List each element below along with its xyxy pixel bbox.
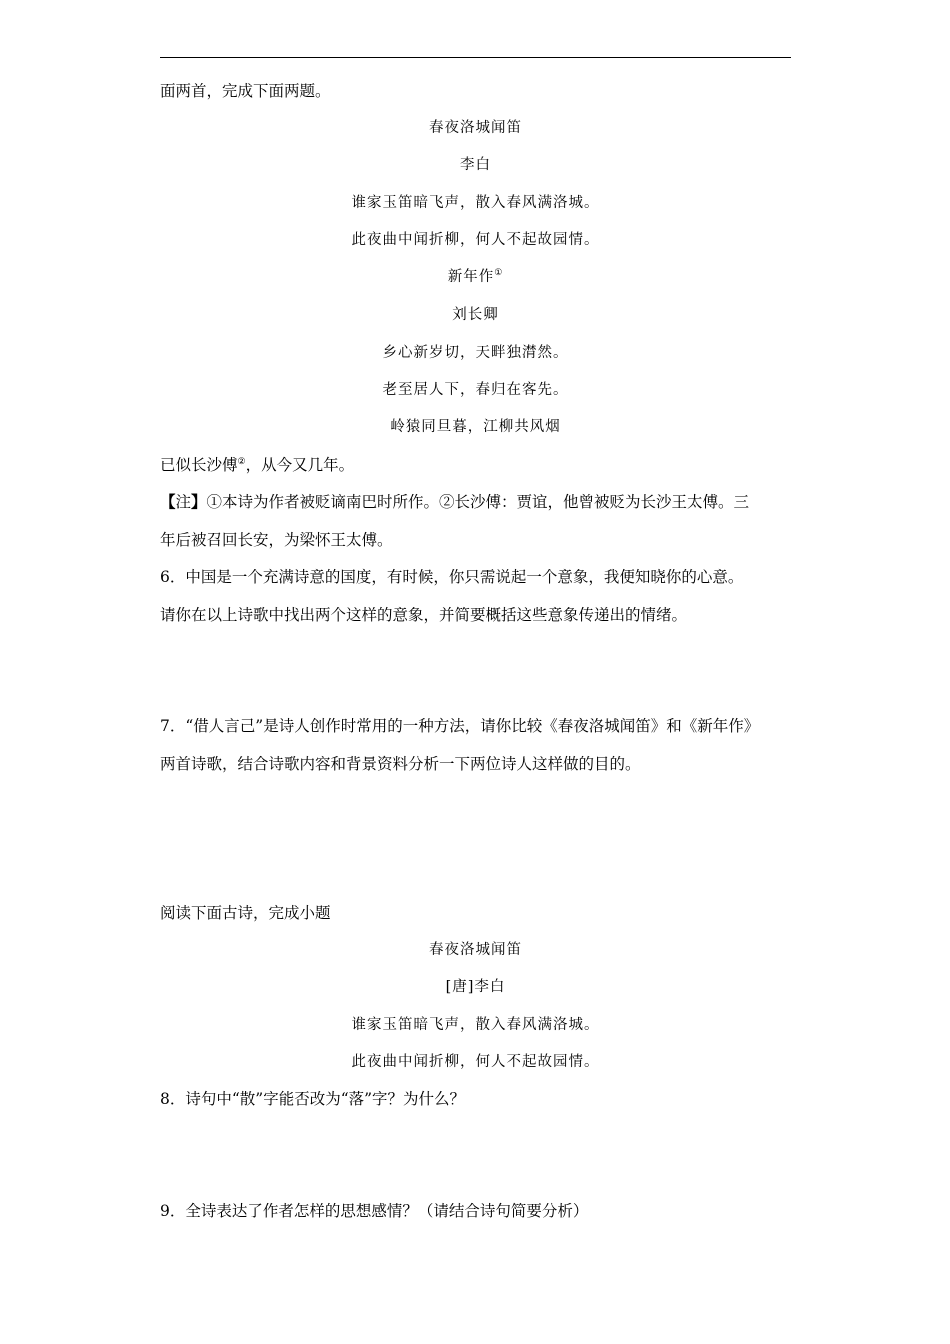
poem2-title xyxy=(160,266,791,288)
poem2-last-line xyxy=(160,454,800,476)
question-7-cont: 两首诗歌，结合诗歌内容和背景资料分析一下两位诗人这样做的目的。 xyxy=(160,755,641,773)
section2-poem-author: [唐]李白 xyxy=(445,979,506,995)
question-7: 7．“借人言己”是诗人创作时常用的一种方法，请你比较《春夜洛城闻笛》和《新年作》 xyxy=(160,717,760,735)
section2-intro: 阅读下面古诗，完成小题 xyxy=(160,904,331,922)
footnote-marker-1: ① xyxy=(494,268,504,279)
poem1-line: 谁家玉笛暗飞声，散入春风满洛城。 xyxy=(351,195,600,211)
poem2-title-text: 新年作 xyxy=(447,269,495,285)
note-label: 注 xyxy=(175,493,192,511)
poem2-line: 岭猿同旦暮，江柳共风烟 xyxy=(390,419,561,435)
poem1-author: 李白 xyxy=(460,157,491,173)
poem1-title: 春夜洛城闻笛 xyxy=(429,120,522,136)
section2-poem-title: 春夜洛城闻笛 xyxy=(429,942,522,958)
section2-poem-line: 谁家玉笛暗飞声，散入春风满洛城。 xyxy=(351,1017,600,1033)
poem1-line: 此夜曲中闻折柳，何人不起故园情。 xyxy=(351,232,600,248)
question-8: 8．诗句中“散”字能否改为“落”字？为什么？ xyxy=(160,1090,466,1108)
note-text: ①本诗为作者被贬谪南巴时所作。②长沙傅：贾谊，他曾被贬为长沙王太傅。三 xyxy=(206,493,750,511)
poem2-last-line-b: ，从今又几年。 xyxy=(245,456,355,474)
question-6-cont: 请你在以上诗歌中找出两个这样的意象，并简要概括这些意象传递出的情绪。 xyxy=(160,606,688,624)
question-9: 9．全诗表达了作者怎样的思想感情？（请结合诗句简要分析） xyxy=(160,1202,589,1220)
poem2-last-line-a: 已似长沙傅 xyxy=(160,456,238,474)
note-line-2: 年后被召回长安，为梁怀王太傅。 xyxy=(160,531,393,549)
note-bracket-close: 】 xyxy=(191,493,207,511)
question-6: 6．中国是一个充满诗意的国度，有时候，你只需说起一个意象，我便知晓你的心意。 xyxy=(160,568,744,586)
note-bracket-open: 【 xyxy=(160,493,176,511)
poem2-line: 乡心新岁切，天畔独潸然。 xyxy=(382,345,569,361)
note-line xyxy=(160,491,800,513)
intro-text: 面两首，完成下面两题。 xyxy=(160,82,331,100)
footnote-marker-2: ② xyxy=(237,456,246,467)
section2-poem-line: 此夜曲中闻折柳，何人不起故园情。 xyxy=(351,1054,600,1070)
header-rule xyxy=(160,57,791,58)
poem2-line: 老至居人下，春归在客先。 xyxy=(382,382,569,398)
poem2-author: 刘长卿 xyxy=(452,307,499,323)
